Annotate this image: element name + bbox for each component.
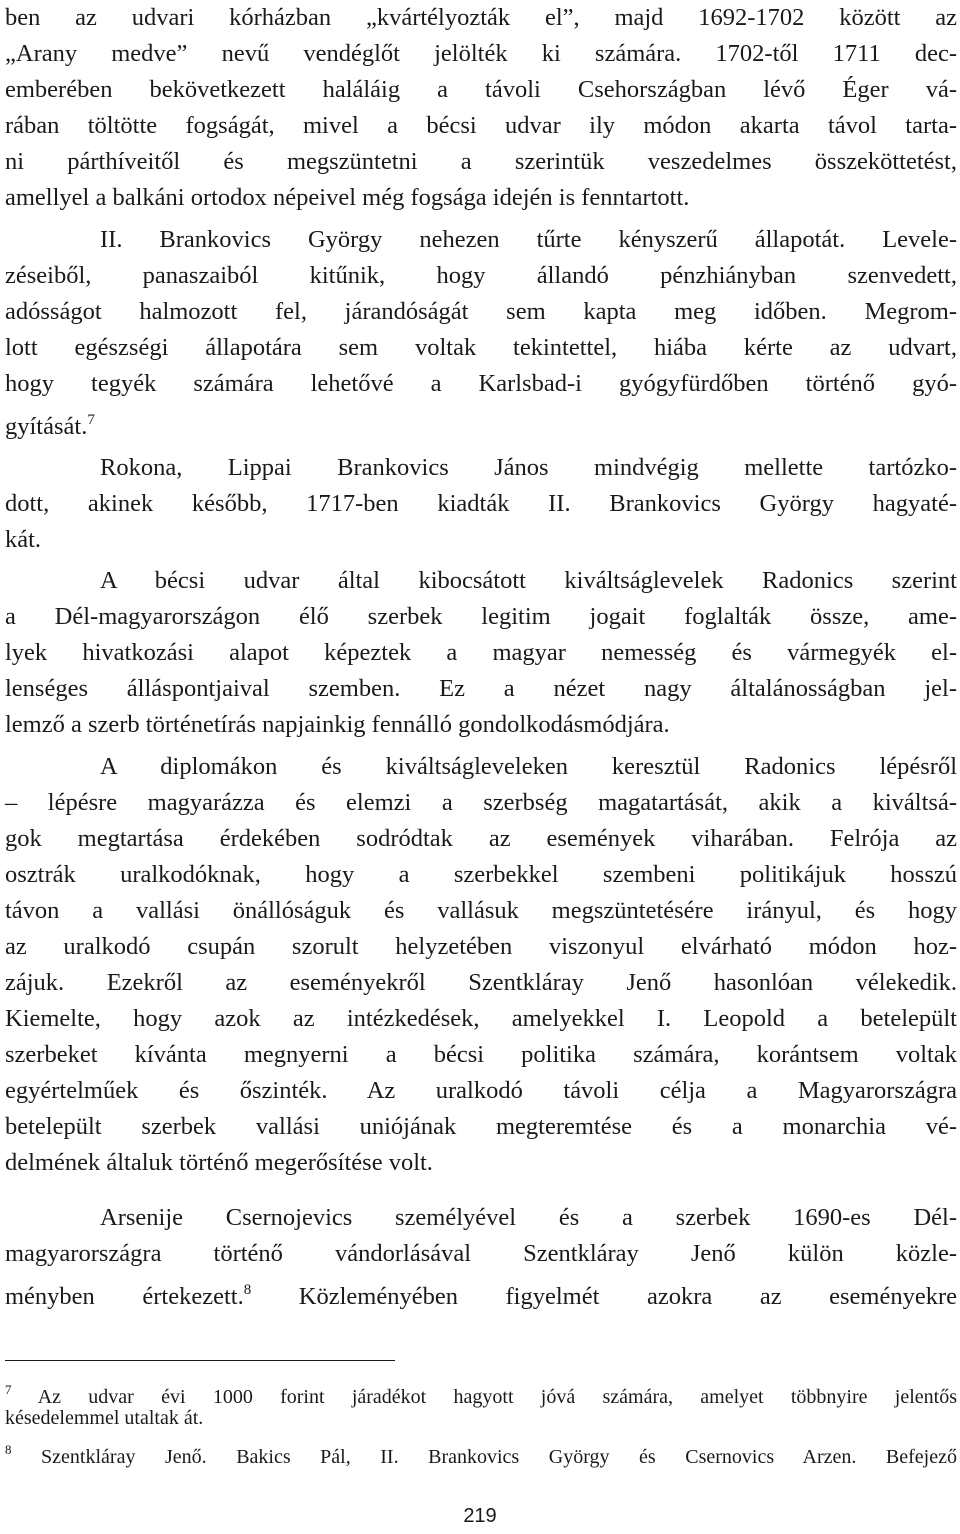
body-line: kát. <box>5 526 42 553</box>
paragraph-first-line: A diplomákon és kiváltságleveleken keresztül Radonics lépésről <box>100 753 957 780</box>
body-line: „Arany medve” nevű vendéglőt jelölték ki számára. 1702-től 1711 dec- <box>5 40 957 67</box>
paragraph-first-line: A bécsi udvar által kibocsátott kiváltságlevelek Radonics szerint <box>100 567 957 594</box>
body-line: emberében bekövetkezett haláláig a távoli Csehországban lévő Éger vá- <box>5 76 957 103</box>
body-line: amellyel a balkáni ortodox népeivel még fogsága idején is fenntartott. <box>5 184 690 211</box>
body-line: lenséges álláspontjaival szemben. Ez a nézet nagy általánosságban jel- <box>5 675 957 702</box>
body-line <box>5 1272 957 1308</box>
body-line-text: Közleményében figyelmét azokra az eseményekre <box>298 1283 958 1310</box>
body-line: adósságot halmozott fel, járandóságát sem kapta meg időben. Megrom- <box>5 298 957 325</box>
body-line: delmének általuk történő megerősítése volt. <box>5 1149 433 1176</box>
body-line <box>5 402 957 438</box>
footnote-7 <box>5 1376 957 1408</box>
paragraph-first-line: Rokona, Lippai Brankovics János mindvégig mellette tartózko- <box>100 454 957 481</box>
body-line: gok megtartása érdekében sodródtak az események viharában. Felrója az <box>5 825 957 852</box>
paragraph-first-line: Arsenije Csernojevics személyével és a szerbek 1690-es Dél- <box>100 1204 957 1231</box>
body-line: ni párthíveitől és megszüntetni a szerintük veszedelmes összeköttetést, <box>5 148 957 175</box>
body-line: lott egészségi állapotára sem voltak tekintettel, hiába kérte az udvart, <box>5 334 957 361</box>
footnote-8 <box>5 1436 957 1468</box>
body-line: Kiemelte, hogy azok az intézkedések, amelyekkel I. Leopold a betelepült <box>5 1005 957 1032</box>
footnote-number: 7 <box>5 1382 12 1397</box>
footnote-ref-8[interactable]: 8 <box>243 1282 252 1298</box>
footnote-7-continued: késedelemmel utaltak át. <box>5 1407 204 1429</box>
footnote-number: 8 <box>5 1442 12 1457</box>
body-line: – lépésre magyarázza és elemzi a szerbség magatartását, akik a kiváltsá- <box>5 789 957 816</box>
body-line: lemző a szerb történetírás napjainkig fennálló gondolkodásmódjára. <box>5 711 670 738</box>
body-line: betelepült szerbek vallási uniójának megteremtése és a monarchia vé- <box>5 1113 957 1140</box>
footnote-text: Szentkláray Jenő. Bakics Pál, II. Brankovics György és Csernovics Arzen. Befejező <box>41 1446 957 1468</box>
body-line: zéseiből, panaszaiból kitűnik, hogy állandó pénzhiányban szenvedett, <box>5 262 957 289</box>
body-line: távon a vallási önállóságuk és vallásuk megszüntetésére irányul, és hogy <box>5 897 957 924</box>
footnote-separator <box>5 1360 395 1361</box>
body-line: dott, akinek később, 1717-ben kiadták II. Brankovics György hagyaté- <box>5 490 957 517</box>
paragraph-first-line: II. Brankovics György nehezen tűrte kényszerű állapotát. Levele- <box>100 226 957 253</box>
body-line: ben az udvari kórházban „kvártélyozták el”, majd 1692-1702 között az <box>5 4 957 31</box>
footnote-text: Az udvar évi 1000 forint járadékot hagyott jóvá számára, amelyet többnyire jelentős <box>37 1386 957 1408</box>
body-line-text: ményben értekezett. <box>5 1283 244 1310</box>
body-line: szerbeket kívánta megnyerni a bécsi politika számára, korántsem voltak <box>5 1041 957 1068</box>
body-line: osztrák uralkodóknak, hogy a szerbekkel szembeni politikájuk hosszú <box>5 861 957 888</box>
body-line: zájuk. Ezekről az eseményekről Szentkláray Jenő hasonlóan vélekedik. <box>5 969 957 996</box>
body-line: hogy tegyék számára lehetővé a Karlsbad-i gyógyfürdőben történő gyó- <box>5 370 957 397</box>
body-line: rában töltötte fogságát, mivel a bécsi udvar ily módon akarta távol tarta- <box>5 112 957 139</box>
body-line-text: gyítását. <box>5 413 88 440</box>
body-line: a Dél-magyarországon élő szerbek legitim jogait foglalták össze, ame- <box>5 603 957 630</box>
footnote-ref-7[interactable]: 7 <box>87 412 95 428</box>
body-line: egyértelműek és őszinték. Az uralkodó távoli célja a Magyarországra <box>5 1077 957 1104</box>
body-line: lyek hivatkozási alapot képeztek a magyar nemesség és vármegyék el- <box>5 639 957 666</box>
body-line: magyarországra történő vándorlásával Szentkláray Jenő külön közle- <box>5 1240 957 1267</box>
body-line: az uralkodó csupán szorult helyzetében viszonyul elvárható módon hoz- <box>5 933 957 960</box>
page-number: 219 <box>463 1505 497 1527</box>
